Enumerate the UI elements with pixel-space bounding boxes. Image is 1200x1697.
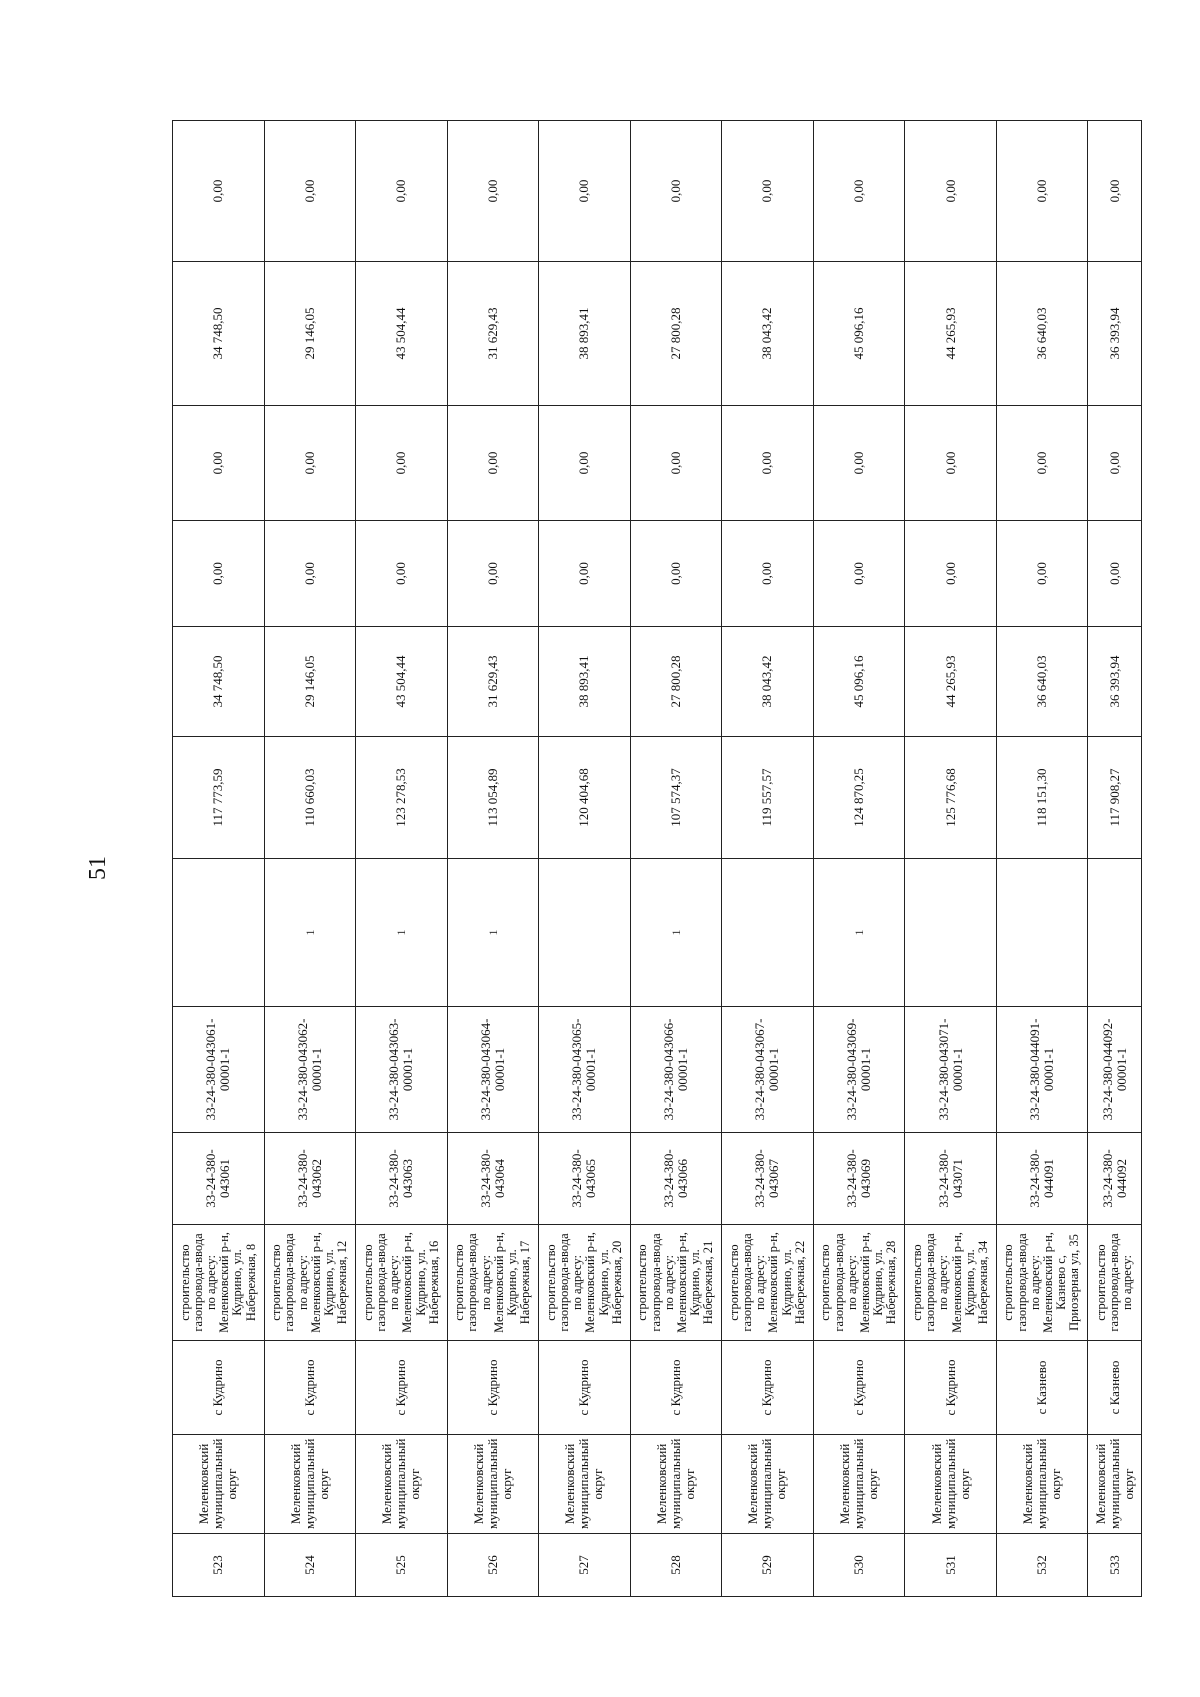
code-cell: 33-24-380-043071 bbox=[905, 1133, 997, 1225]
count-cell: 1 bbox=[264, 859, 356, 1007]
district-cell: Меленковский муниципальный округ bbox=[813, 1435, 905, 1534]
district-cell: Меленковский муниципальный округ bbox=[539, 1435, 631, 1534]
total-cell: 113 054,89 bbox=[447, 737, 539, 859]
zero-cell-2: 0,00 bbox=[996, 406, 1088, 521]
page-number: 51 bbox=[85, 856, 111, 880]
table-row bbox=[356, 121, 448, 1597]
amount-cell: 29 146,05 bbox=[264, 627, 356, 737]
amount2-cell: 27 800,28 bbox=[630, 262, 722, 406]
row-number: 532 bbox=[996, 1534, 1088, 1597]
table-row bbox=[447, 121, 539, 1597]
total-cell: 124 870,25 bbox=[813, 737, 905, 859]
table-row bbox=[1088, 121, 1142, 1597]
zero-cell-3: 0,00 bbox=[356, 121, 448, 262]
total-cell: 123 278,53 bbox=[356, 737, 448, 859]
code-cell: 33-24-380-043064 bbox=[447, 1133, 539, 1225]
id-cell: 33-24-380-043062-00001-1 bbox=[264, 1007, 356, 1133]
code-cell: 33-24-380-043062 bbox=[264, 1133, 356, 1225]
amount2-cell: 36 640,03 bbox=[996, 262, 1088, 406]
table-body bbox=[173, 121, 1142, 1597]
table-row bbox=[813, 121, 905, 1597]
total-cell: 118 151,30 bbox=[996, 737, 1088, 859]
zero-cell-3: 0,00 bbox=[996, 121, 1088, 262]
id-cell: 33-24-380-044092-00001-1 bbox=[1088, 1007, 1142, 1133]
zero-cell-2: 0,00 bbox=[264, 406, 356, 521]
amount-cell: 34 748,50 bbox=[173, 627, 265, 737]
zero-cell-3: 0,00 bbox=[1088, 121, 1142, 262]
table-row bbox=[630, 121, 722, 1597]
zero-cell-3: 0,00 bbox=[264, 121, 356, 262]
amount2-cell: 36 393,94 bbox=[1088, 262, 1142, 406]
id-cell: 33-24-380-043063-00001-1 bbox=[356, 1007, 448, 1133]
total-cell: 117 773,59 bbox=[173, 737, 265, 859]
code-cell: 33-24-380-043065 bbox=[539, 1133, 631, 1225]
district-cell: Меленковский муниципальный округ bbox=[173, 1435, 265, 1534]
locality-cell: с Кудрино bbox=[905, 1341, 997, 1435]
zero-cell-1: 0,00 bbox=[996, 521, 1088, 627]
amount2-cell: 29 146,05 bbox=[264, 262, 356, 406]
row-number: 524 bbox=[264, 1534, 356, 1597]
zero-cell-1: 0,00 bbox=[1088, 521, 1142, 627]
total-cell: 117 908,27 bbox=[1088, 737, 1142, 859]
description-cell: строительство газопровода-ввода по адресу: Меленковский р-н, Казнево с, Приозерная ул, 35 bbox=[996, 1225, 1088, 1341]
row-number: 523 bbox=[173, 1534, 265, 1597]
zero-cell-1: 0,00 bbox=[630, 521, 722, 627]
zero-cell-1: 0,00 bbox=[447, 521, 539, 627]
table-row bbox=[173, 121, 265, 1597]
locality-cell: с Кудрино bbox=[722, 1341, 814, 1435]
district-cell: Меленковский муниципальный округ bbox=[630, 1435, 722, 1534]
locality-cell: с Казнево bbox=[996, 1341, 1088, 1435]
description-cell: строительство газопровода-ввода по адресу: Меленковский р-н, Кудрино, ул. Набережная, 16 bbox=[356, 1225, 448, 1341]
code-cell: 33-24-380-043067 bbox=[722, 1133, 814, 1225]
amount-cell: 38 893,41 bbox=[539, 627, 631, 737]
zero-cell-2: 0,00 bbox=[447, 406, 539, 521]
total-cell: 107 574,37 bbox=[630, 737, 722, 859]
amount-cell: 45 096,16 bbox=[813, 627, 905, 737]
count-cell bbox=[539, 859, 631, 1007]
description-cell: строительство газопровода-ввода по адресу: Меленковский р-н, Кудрино, ул. Набережная, 22 bbox=[722, 1225, 814, 1341]
id-cell: 33-24-380-043066-00001-1 bbox=[630, 1007, 722, 1133]
amount2-cell: 44 265,93 bbox=[905, 262, 997, 406]
zero-cell-2: 0,00 bbox=[630, 406, 722, 521]
id-cell: 33-24-380-044091-00001-1 bbox=[996, 1007, 1088, 1133]
id-cell: 33-24-380-043069-00001-1 bbox=[813, 1007, 905, 1133]
description-cell: строительство газопровода-ввода по адресу: Меленковский р-н, Кудрино, ул. Набережная, 8 bbox=[173, 1225, 265, 1341]
code-cell: 33-24-380-044091 bbox=[996, 1133, 1088, 1225]
amount-cell: 31 629,43 bbox=[447, 627, 539, 737]
district-cell: Меленковский муниципальный округ bbox=[447, 1435, 539, 1534]
description-cell: строительство газопровода-ввода по адресу: Меленковский р-н, Кудрино, ул. Набережная, 28 bbox=[813, 1225, 905, 1341]
row-number: 528 bbox=[630, 1534, 722, 1597]
zero-cell-1: 0,00 bbox=[905, 521, 997, 627]
district-cell: Меленковский муниципальный округ bbox=[722, 1435, 814, 1534]
description-cell: строительство газопровода-ввода по адресу: Меленковский р-н, Кудрино, ул. Набережная, 34 bbox=[905, 1225, 997, 1341]
amount-cell: 36 640,03 bbox=[996, 627, 1088, 737]
zero-cell-1: 0,00 bbox=[173, 521, 265, 627]
description-cell: строительство газопровода-ввода по адресу: Меленковский р-н, Кудрино, ул. Набережная, 17 bbox=[447, 1225, 539, 1341]
count-cell: 1 bbox=[447, 859, 539, 1007]
zero-cell-2: 0,00 bbox=[1088, 406, 1142, 521]
count-cell bbox=[173, 859, 265, 1007]
row-number: 526 bbox=[447, 1534, 539, 1597]
amount-cell: 43 504,44 bbox=[356, 627, 448, 737]
table-container bbox=[172, 121, 1142, 1597]
table-row bbox=[996, 121, 1088, 1597]
locality-cell: с Кудрино bbox=[539, 1341, 631, 1435]
description-cell: строительство газопровода-ввода по адресу: Меленковский р-н, Кудрино, ул. Набережная, 12 bbox=[264, 1225, 356, 1341]
count-cell bbox=[905, 859, 997, 1007]
zero-cell-1: 0,00 bbox=[264, 521, 356, 627]
district-cell: Меленковский муниципальный округ bbox=[996, 1435, 1088, 1534]
amount2-cell: 34 748,50 bbox=[173, 262, 265, 406]
total-cell: 125 776,68 bbox=[905, 737, 997, 859]
zero-cell-3: 0,00 bbox=[722, 121, 814, 262]
total-cell: 119 557,57 bbox=[722, 737, 814, 859]
id-cell: 33-24-380-043071-00001-1 bbox=[905, 1007, 997, 1133]
description-cell: строительство газопровода-ввода по адресу: Меленковский р-н, Кудрино, ул. Набережная, 20 bbox=[539, 1225, 631, 1341]
locality-cell: с Кудрино bbox=[447, 1341, 539, 1435]
zero-cell-3: 0,00 bbox=[630, 121, 722, 262]
id-cell: 33-24-380-043064-00001-1 bbox=[447, 1007, 539, 1133]
zero-cell-2: 0,00 bbox=[905, 406, 997, 521]
row-number: 527 bbox=[539, 1534, 631, 1597]
amount2-cell: 38 043,42 bbox=[722, 262, 814, 406]
count-cell bbox=[722, 859, 814, 1007]
total-cell: 110 660,03 bbox=[264, 737, 356, 859]
zero-cell-3: 0,00 bbox=[905, 121, 997, 262]
description-cell: строительство газопровода-ввода по адресу: Меленковский р-н, Кудрино, ул. Набережная, 21 bbox=[630, 1225, 722, 1341]
zero-cell-3: 0,00 bbox=[539, 121, 631, 262]
zero-cell-3: 0,00 bbox=[447, 121, 539, 262]
zero-cell-1: 0,00 bbox=[356, 521, 448, 627]
zero-cell-2: 0,00 bbox=[173, 406, 265, 521]
code-cell: 33-24-380-043066 bbox=[630, 1133, 722, 1225]
district-cell: Меленковский муниципальный округ bbox=[264, 1435, 356, 1534]
zero-cell-1: 0,00 bbox=[539, 521, 631, 627]
amount-cell: 38 043,42 bbox=[722, 627, 814, 737]
rotated-table bbox=[172, 121, 1142, 1597]
zero-cell-1: 0,00 bbox=[722, 521, 814, 627]
data-table bbox=[172, 120, 1142, 1597]
locality-cell: с Кудрино bbox=[264, 1341, 356, 1435]
amount2-cell: 31 629,43 bbox=[447, 262, 539, 406]
amount2-cell: 43 504,44 bbox=[356, 262, 448, 406]
count-cell bbox=[996, 859, 1088, 1007]
table-row bbox=[539, 121, 631, 1597]
row-number: 530 bbox=[813, 1534, 905, 1597]
id-cell: 33-24-380-043061-00001-1 bbox=[173, 1007, 265, 1133]
table-row bbox=[722, 121, 814, 1597]
amount-cell: 44 265,93 bbox=[905, 627, 997, 737]
locality-cell: с Кудрино bbox=[813, 1341, 905, 1435]
count-cell bbox=[1088, 859, 1142, 1007]
locality-cell: с Казнево bbox=[1088, 1341, 1142, 1435]
amount-cell: 27 800,28 bbox=[630, 627, 722, 737]
amount2-cell: 45 096,16 bbox=[813, 262, 905, 406]
district-cell: Меленковский муниципальный округ bbox=[356, 1435, 448, 1534]
zero-cell-2: 0,00 bbox=[356, 406, 448, 521]
code-cell: 33-24-380-044092 bbox=[1088, 1133, 1142, 1225]
id-cell: 33-24-380-043067-00001-1 bbox=[722, 1007, 814, 1133]
zero-cell-3: 0,00 bbox=[813, 121, 905, 262]
total-cell: 120 404,68 bbox=[539, 737, 631, 859]
district-cell: Меленковский муниципальный округ bbox=[1088, 1435, 1142, 1534]
table-row bbox=[905, 121, 997, 1597]
zero-cell-3: 0,00 bbox=[173, 121, 265, 262]
zero-cell-2: 0,00 bbox=[813, 406, 905, 521]
description-cell: строительство газопровода-ввода по адресу: bbox=[1088, 1225, 1142, 1341]
zero-cell-1: 0,00 bbox=[813, 521, 905, 627]
amount-cell: 36 393,94 bbox=[1088, 627, 1142, 737]
row-number: 525 bbox=[356, 1534, 448, 1597]
count-cell: 1 bbox=[630, 859, 722, 1007]
zero-cell-2: 0,00 bbox=[722, 406, 814, 521]
code-cell: 33-24-380-043069 bbox=[813, 1133, 905, 1225]
table-row bbox=[264, 121, 356, 1597]
locality-cell: с Кудрино bbox=[630, 1341, 722, 1435]
count-cell: 1 bbox=[356, 859, 448, 1007]
row-number: 531 bbox=[905, 1534, 997, 1597]
amount2-cell: 38 893,41 bbox=[539, 262, 631, 406]
row-number: 533 bbox=[1088, 1534, 1142, 1597]
locality-cell: с Кудрино bbox=[173, 1341, 265, 1435]
count-cell: 1 bbox=[813, 859, 905, 1007]
locality-cell: с Кудрино bbox=[356, 1341, 448, 1435]
id-cell: 33-24-380-043065-00001-1 bbox=[539, 1007, 631, 1133]
row-number: 529 bbox=[722, 1534, 814, 1597]
district-cell: Меленковский муниципальный округ bbox=[905, 1435, 997, 1534]
zero-cell-2: 0,00 bbox=[539, 406, 631, 521]
code-cell: 33-24-380-043063 bbox=[356, 1133, 448, 1225]
code-cell: 33-24-380-043061 bbox=[173, 1133, 265, 1225]
